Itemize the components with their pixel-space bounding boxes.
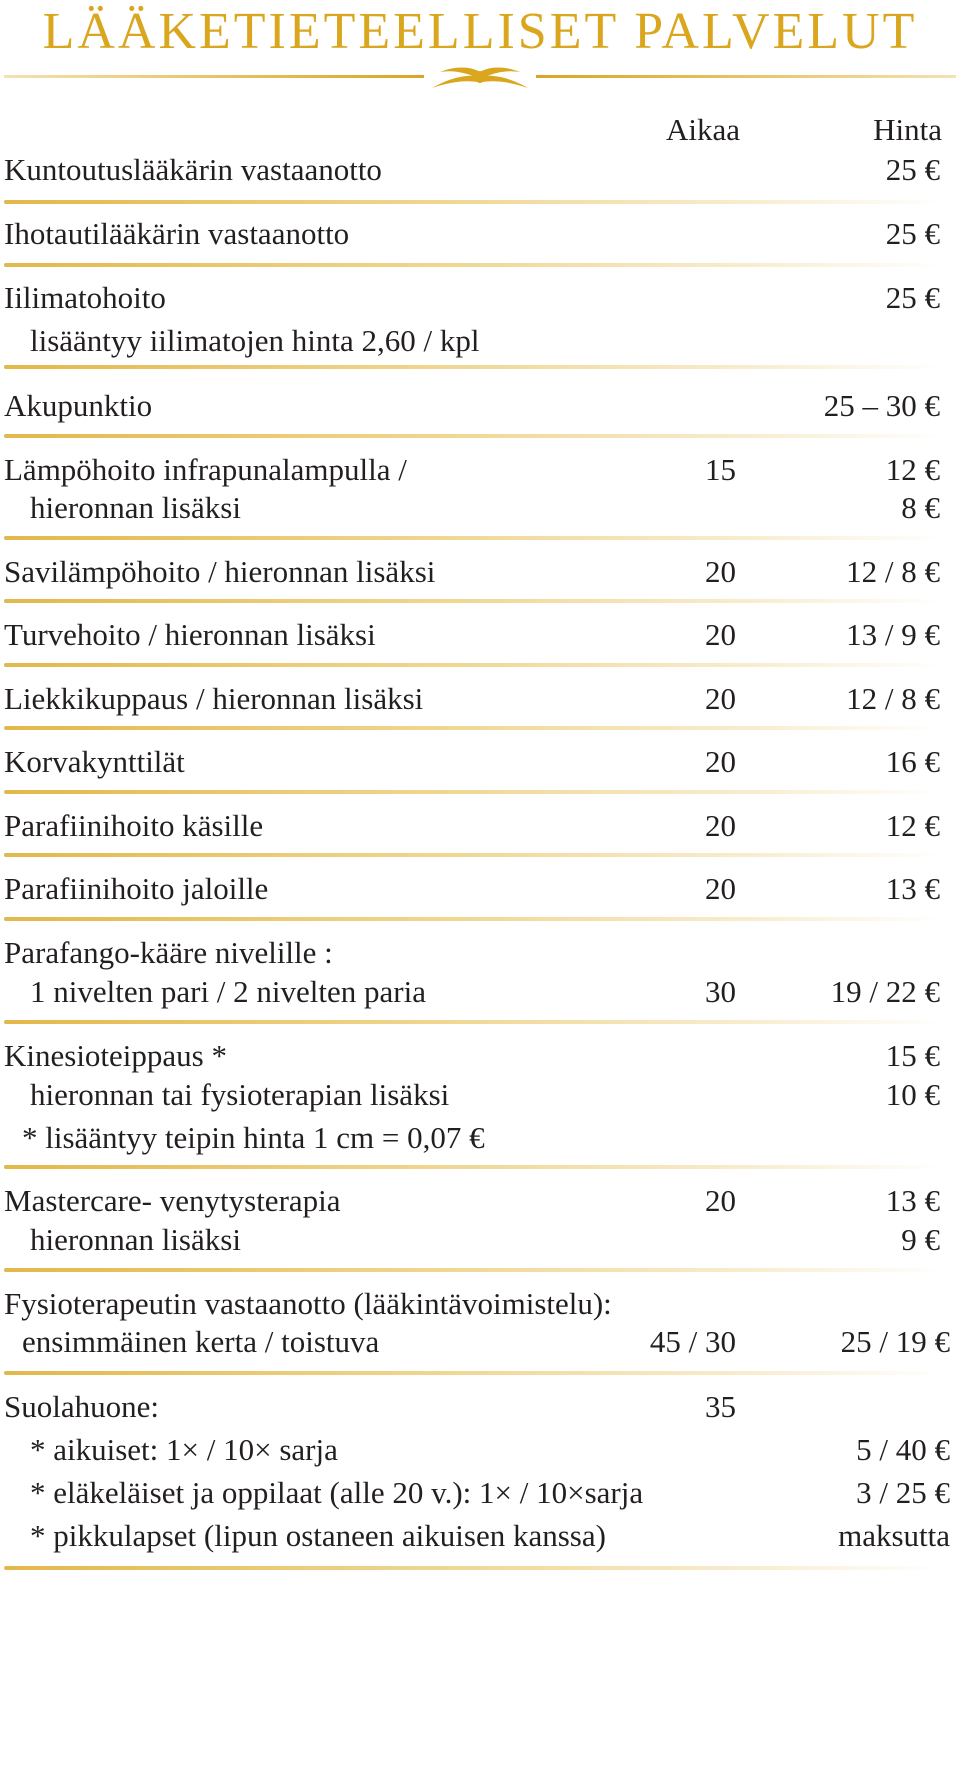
- row-divider: [4, 663, 944, 667]
- row-divider: [4, 434, 944, 438]
- service-text: Akupunktio: [4, 388, 153, 423]
- service-line: [0, 742, 960, 782]
- service-text: hieronnan tai fysioterapian lisäksi: [30, 1077, 450, 1112]
- service-text: * pikkulapset (lipun ostaneen aikuisen kanssa): [30, 1518, 606, 1553]
- service-price: 13 €: [885, 1183, 940, 1218]
- service-text: Fysioterapeutin vastaanotto (lääkintävoimistelu):: [4, 1286, 612, 1321]
- row-divider: [4, 917, 944, 921]
- service-text: Suolahuone:: [4, 1389, 159, 1424]
- service-price: 5 / 40 €: [856, 1432, 950, 1467]
- service-time: 20: [705, 681, 736, 716]
- service-line: [0, 321, 960, 361]
- service-text: hieronnan lisäksi: [30, 490, 241, 525]
- service-time: 35: [705, 1389, 736, 1424]
- service-line: [0, 1181, 960, 1221]
- row-divider: [4, 263, 944, 267]
- row-divider: [4, 1268, 944, 1272]
- service-price: 25 €: [885, 152, 940, 187]
- service-text: ensimmäinen kerta / toistuva: [22, 1324, 380, 1359]
- service-line: [0, 1118, 960, 1158]
- service-price: 13 €: [885, 871, 940, 906]
- service-line: [0, 1284, 960, 1324]
- service-text: * lisääntyy teipin hinta 1 cm = 0,07 €: [22, 1120, 485, 1155]
- row-divider: [4, 1566, 944, 1570]
- service-time: 45 / 30: [649, 1324, 736, 1359]
- service-time: 20: [705, 808, 736, 843]
- service-price: 19 / 22 €: [830, 974, 940, 1009]
- row-divider: [4, 1165, 944, 1169]
- service-line: [0, 679, 960, 719]
- service-line: [0, 1036, 960, 1076]
- service-price: maksutta: [838, 1518, 950, 1553]
- service-line: [0, 150, 960, 190]
- service-text: Iilimatohoito: [4, 280, 166, 315]
- service-line: [0, 1322, 960, 1362]
- service-price: 12 €: [885, 808, 940, 843]
- service-price: 25 €: [885, 216, 940, 251]
- service-text: Parafiinihoito jaloille: [4, 871, 269, 906]
- row-divider: [4, 536, 944, 540]
- service-price: 3 / 25 €: [856, 1475, 950, 1510]
- service-line: [0, 1430, 960, 1470]
- row-divider: [4, 790, 944, 794]
- service-line: [0, 933, 960, 973]
- service-time: 20: [705, 554, 736, 589]
- service-price: 25 / 19 €: [840, 1324, 950, 1359]
- service-time: 20: [705, 1183, 736, 1218]
- service-text: Mastercare- venytysterapia: [4, 1183, 341, 1218]
- service-time: 20: [705, 617, 736, 652]
- service-line: [0, 1387, 960, 1427]
- service-price: 12 €: [885, 452, 940, 487]
- row-divider: [4, 1371, 944, 1375]
- service-text: Turvehoito / hieronnan lisäksi: [4, 617, 376, 652]
- service-text: lisääntyy iilimatojen hinta 2,60 / kpl: [30, 323, 480, 358]
- service-price: 13 / 9 €: [846, 617, 940, 652]
- service-time: 15: [705, 452, 736, 487]
- page-title: LÄÄKETIETEELLISET PALVELUT: [42, 3, 918, 60]
- service-time: 20: [705, 744, 736, 779]
- service-price: 12 / 8 €: [846, 681, 940, 716]
- service-text: Lämpöhoito infrapunalampulla /: [4, 452, 407, 487]
- row-divider: [4, 726, 944, 730]
- service-line: [0, 1075, 960, 1115]
- column-header-price: Hinta: [873, 112, 942, 147]
- row-divider: [4, 599, 944, 603]
- row-divider: [4, 365, 944, 369]
- row-divider: [4, 1020, 944, 1024]
- service-text: Parafiinihoito käsille: [4, 808, 264, 843]
- row-divider: [4, 200, 944, 204]
- service-text: Kuntoutuslääkärin vastaanotto: [4, 152, 382, 187]
- service-text: Ihotautilääkärin vastaanotto: [4, 216, 350, 251]
- service-price: 16 €: [885, 744, 940, 779]
- service-line: [0, 972, 960, 1012]
- service-text: Liekkikuppaus / hieronnan lisäksi: [4, 681, 424, 716]
- service-text: 1 nivelten pari / 2 nivelten paria: [30, 974, 426, 1009]
- service-line: [0, 278, 960, 318]
- column-header-time: Aikaa: [665, 112, 740, 147]
- service-line: [0, 869, 960, 909]
- service-line: [0, 1516, 960, 1556]
- service-price: 15 €: [885, 1038, 940, 1073]
- service-line: [0, 552, 960, 592]
- service-line: [0, 806, 960, 846]
- service-line: [0, 1220, 960, 1260]
- service-text: hieronnan lisäksi: [30, 1222, 241, 1257]
- service-line: [0, 1473, 960, 1513]
- service-line: [0, 214, 960, 254]
- service-text: * eläkeläiset ja oppilaat (alle 20 v.): 1× / 10×sarja: [30, 1475, 644, 1510]
- service-price: 25 – 30 €: [823, 388, 940, 423]
- service-line: [0, 450, 960, 490]
- service-line: [0, 488, 960, 528]
- service-text: Korvakynttilät: [4, 744, 185, 779]
- service-time: 20: [705, 871, 736, 906]
- service-text: * aikuiset: 1× / 10× sarja: [30, 1432, 338, 1467]
- service-time: 30: [705, 974, 736, 1009]
- service-price: 9 €: [901, 1222, 940, 1257]
- service-price: 10 €: [885, 1077, 940, 1112]
- service-price: 12 / 8 €: [846, 554, 940, 589]
- row-divider: [4, 853, 944, 857]
- service-text: Savilämpöhoito / hieronnan lisäksi: [4, 554, 436, 589]
- service-price: 25 €: [885, 280, 940, 315]
- service-price: 8 €: [901, 490, 940, 525]
- service-text: Kinesioteippaus *: [4, 1038, 227, 1073]
- service-text: Parafango-kääre nivelille :: [4, 935, 333, 970]
- service-line: [0, 615, 960, 655]
- service-line: [0, 386, 960, 426]
